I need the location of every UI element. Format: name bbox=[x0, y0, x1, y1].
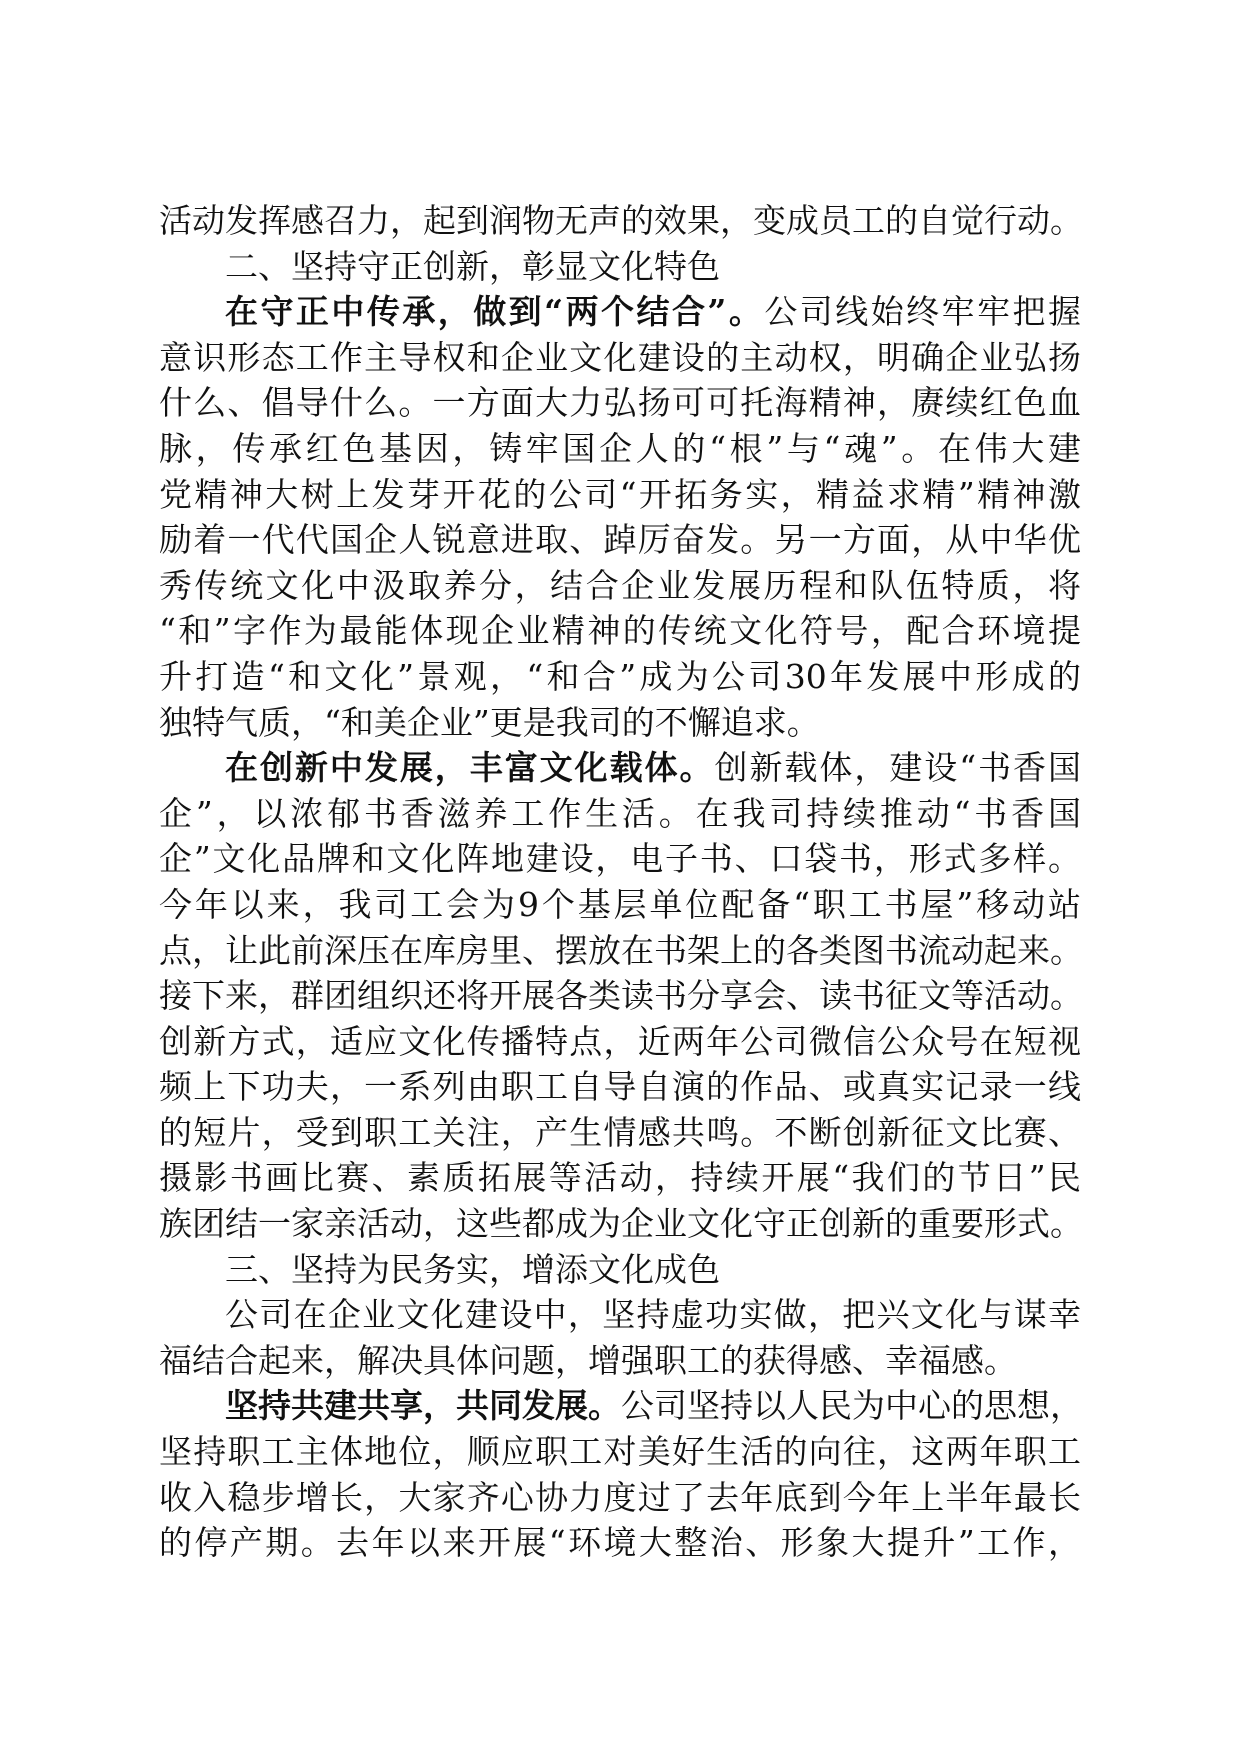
paragraph-intro bbox=[159, 1292, 1081, 1383]
text-line: 的短片，受到职工关注，产生情感共鸣。不断创新征文比赛、 bbox=[159, 1112, 1081, 1152]
heading-text: 三、坚持为民务实，增添文化成色 bbox=[225, 1249, 720, 1289]
continuation-paragraph bbox=[159, 198, 1081, 244]
first-line bbox=[159, 1383, 1081, 1429]
first-line: 公司在企业文化建设中，坚持虚功实做，把兴文化与谋幸 bbox=[225, 1295, 1081, 1335]
text-line: 福结合起来，解决具体问题，增强职工的获得感、幸福感。 bbox=[159, 1340, 1017, 1380]
text-line: 励着一代代国企人锐意进取、踔厉奋发。另一方面，从中华优 bbox=[159, 520, 1081, 560]
text-line: 频上下功夫，一系列由职工自导自演的作品、或真实记录一线 bbox=[159, 1067, 1081, 1107]
first-line bbox=[159, 745, 1081, 791]
text-line: 升打造“和文化”景观，“和合”成为公司30年发展中形成的 bbox=[159, 656, 1081, 696]
paragraph-inheritance bbox=[159, 289, 1081, 745]
text-line: 今年以来，我司工会为9个基层单位配备“职工书屋”移动站 bbox=[159, 884, 1081, 924]
text-line: 坚持职工主体地位，顺应职工对美好生活的向往，这两年职工 bbox=[159, 1432, 1081, 1472]
document-body bbox=[159, 198, 1081, 1566]
text-line: 收入稳步增长，大家齐心协力度过了去年底到今年上半年最长 bbox=[159, 1477, 1081, 1517]
text-line: 族团结一家亲活动，这些都成为企业文化守正创新的重要形式。 bbox=[159, 1204, 1083, 1244]
text-line: 接下来，群团组织还将开展各类读书分享会、读书征文等活动。 bbox=[159, 976, 1083, 1016]
section-heading-2 bbox=[159, 244, 1081, 290]
text-line: 的停产期。去年以来开展“环境大整治、形象大提升”工作， bbox=[159, 1523, 1081, 1563]
text-line: 独特气质，“和美企业”更是我司的不懈追求。 bbox=[159, 702, 820, 742]
text-line: 企”文化品牌和文化阵地建设，电子书、口袋书，形式多样。 bbox=[159, 839, 1081, 879]
text-line: 党精神大树上发芽开花的公司“开拓务实，精益求精”精神激 bbox=[159, 474, 1081, 514]
text-line: 秀传统文化中汲取养分，结合企业发展历程和队伍特质，将 bbox=[159, 565, 1081, 605]
text-line: “和”字作为最能体现企业精神的传统文化符号，配合环境提 bbox=[159, 611, 1081, 651]
paragraph-shared-development bbox=[159, 1383, 1081, 1565]
text-line: 摄影书画比赛、素质拓展等活动，持续开展“我们的节日”民 bbox=[159, 1158, 1081, 1198]
paragraph-lead: 在创新中发展，丰富文化载体。 bbox=[225, 748, 715, 788]
text-line: 创新方式，适应文化传播特点，近两年公司微信公众号在短视 bbox=[159, 1021, 1081, 1061]
text-line: 活动发挥感召力，起到润物无声的效果，变成员工的自觉行动。 bbox=[159, 201, 1083, 240]
first-line-rest: 公司坚持以人民为中心的思想， bbox=[621, 1386, 1083, 1426]
text-line: 什么、倡导什么。一方面大力弘扬可可托海精神，赓续红色血 bbox=[159, 383, 1081, 423]
heading-text: 二、坚持守正创新，彰显文化特色 bbox=[225, 246, 720, 286]
first-line-rest: 创新载体，建设“书香国 bbox=[714, 748, 1082, 788]
first-line-rest: 公司线始终牢牢把握 bbox=[764, 292, 1082, 332]
section-heading-3 bbox=[159, 1247, 1081, 1293]
paragraph-lead: 在守正中传承，做到“两个结合”。 bbox=[225, 292, 765, 332]
first-line bbox=[159, 289, 1081, 335]
text-line: 脉，传承红色基因，铸牢国企人的“根”与“魂”。在伟大建 bbox=[159, 428, 1081, 468]
text-line: 意识形态工作主导权和企业文化建设的主动权，明确企业弘扬 bbox=[159, 337, 1081, 377]
text-line: 企”，以浓郁书香滋养工作生活。在我司持续推动“书香国 bbox=[159, 793, 1081, 833]
text-line: 点，让此前深压在库房里、摆放在书架上的各类图书流动起来。 bbox=[159, 930, 1083, 970]
paragraph-lead: 坚持共建共享，共同发展。 bbox=[225, 1386, 621, 1426]
paragraph-innovation bbox=[159, 745, 1081, 1247]
